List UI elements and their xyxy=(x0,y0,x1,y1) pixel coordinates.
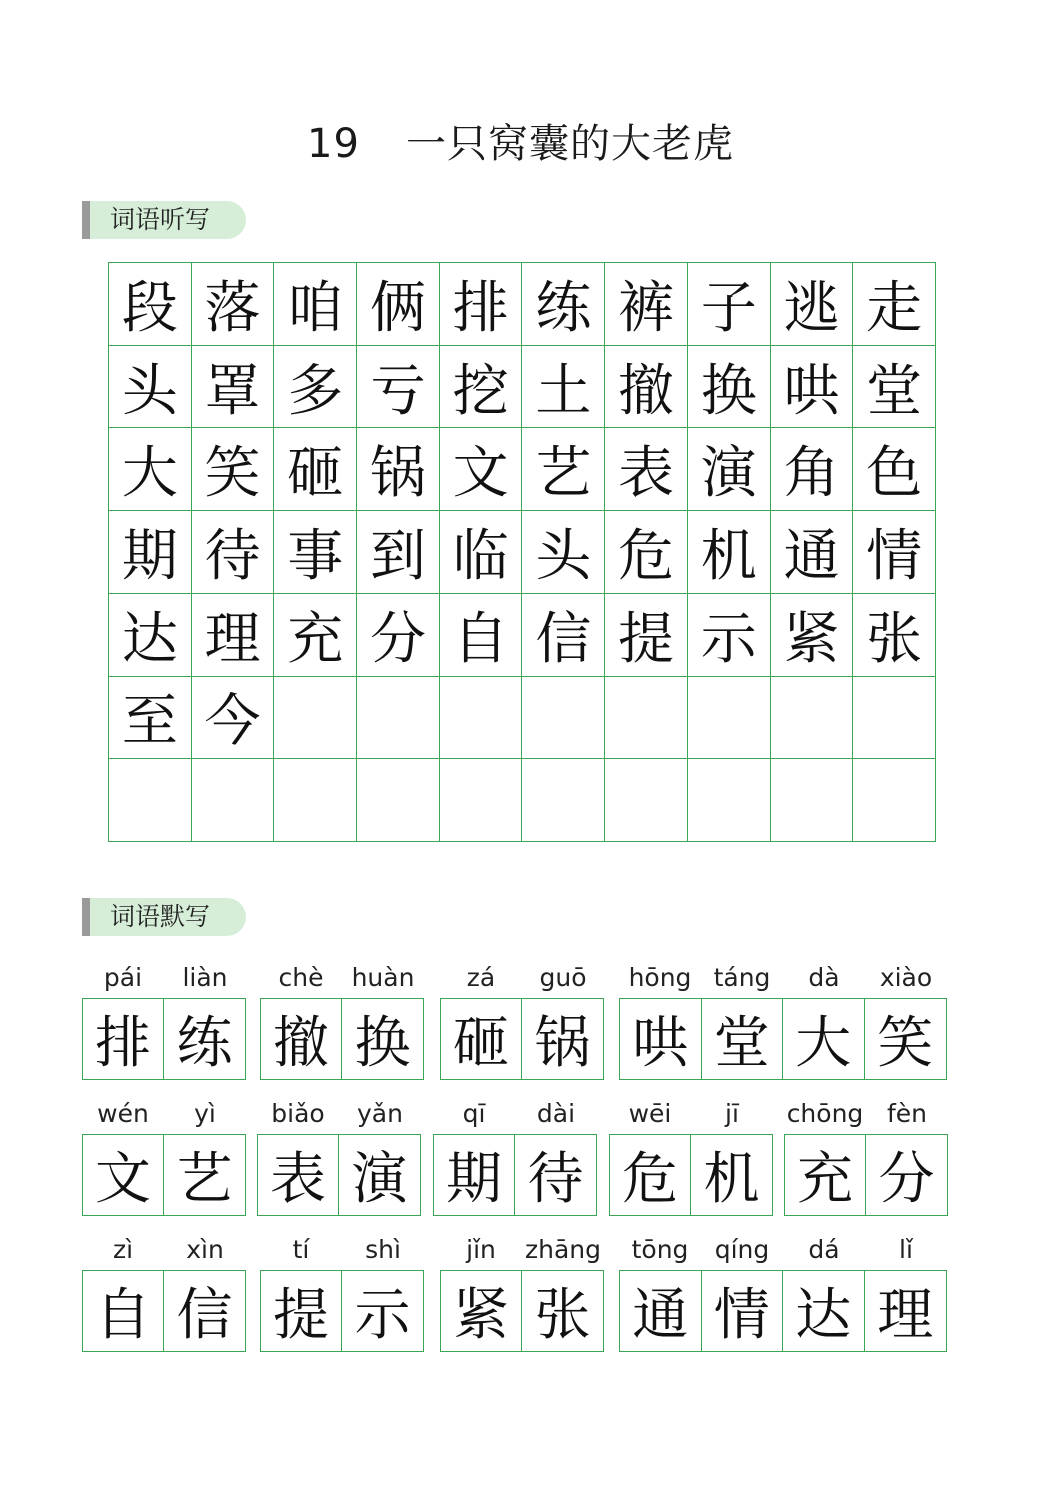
grid-cell: 通 xyxy=(771,511,854,594)
grid-cell: 段 xyxy=(109,263,192,346)
pinyin-line xyxy=(260,1232,424,1268)
pinyin: tí xyxy=(292,1235,310,1264)
character-cell: 表 xyxy=(258,1135,339,1215)
grid-cell: 哄 xyxy=(771,346,854,429)
grid-cell: 大 xyxy=(109,428,192,511)
grid-cell: 到 xyxy=(357,511,440,594)
pinyin: shì xyxy=(365,1235,401,1264)
grid-cell xyxy=(357,759,440,842)
pinyin: dà xyxy=(808,963,840,992)
pinyin: huàn xyxy=(351,963,415,992)
pinyin: tōng xyxy=(631,1235,689,1264)
character-box xyxy=(784,1134,948,1216)
pinyin: wén xyxy=(97,1099,149,1128)
pinyin: qī xyxy=(462,1099,486,1128)
pinyin-line xyxy=(440,1232,604,1268)
character-cell: 达 xyxy=(783,1271,865,1351)
character-cell: 文 xyxy=(83,1135,164,1215)
pinyin: táng xyxy=(713,963,771,992)
grid-cell: 逃 xyxy=(771,263,854,346)
grid-cell xyxy=(853,759,936,842)
pinyin: qíng xyxy=(714,1235,770,1264)
character-cell: 危 xyxy=(610,1135,691,1215)
character-cell: 排 xyxy=(83,999,164,1079)
grid-cell: 排 xyxy=(440,263,523,346)
grid-cell: 土 xyxy=(522,346,605,429)
grid-cell: 机 xyxy=(688,511,771,594)
grid-cell: 子 xyxy=(688,263,771,346)
grid-cell: 待 xyxy=(192,511,275,594)
grid-cell: 期 xyxy=(109,511,192,594)
pinyin: jī xyxy=(725,1099,739,1128)
character-cell: 艺 xyxy=(176,1147,233,1212)
grid-cell: 自 xyxy=(440,594,523,677)
pinyin-line xyxy=(82,1096,246,1132)
grid-cell: 理 xyxy=(192,594,275,677)
pinyin: zì xyxy=(112,1235,134,1264)
pinyin-line xyxy=(609,1096,773,1132)
pinyin: lǐ xyxy=(899,1235,913,1264)
grid-cell: 头 xyxy=(522,511,605,594)
grid-cell: 演 xyxy=(688,428,771,511)
pinyin: zá xyxy=(466,963,496,992)
grid-cell: 分 xyxy=(357,594,440,677)
grid-cell xyxy=(771,759,854,842)
grid-cell xyxy=(688,677,771,760)
grid-cell xyxy=(109,759,192,842)
grid-cell: 事 xyxy=(274,511,357,594)
grid-cell xyxy=(605,677,688,760)
grid-cell: 撤 xyxy=(605,346,688,429)
character-cell: 锅 xyxy=(534,1011,591,1076)
grid-cell xyxy=(605,759,688,842)
character-cell: 堂 xyxy=(702,999,784,1079)
character-cell: 充 xyxy=(785,1135,866,1215)
grid-cell: 情 xyxy=(853,511,936,594)
pinyin: chè xyxy=(278,963,324,992)
grid-cell: 咱 xyxy=(274,263,357,346)
pinyin: guō xyxy=(539,963,587,992)
grid-cell: 笑 xyxy=(192,428,275,511)
pinyin: yǎn xyxy=(357,1099,403,1128)
character-box xyxy=(257,1134,421,1216)
pinyin: jǐn xyxy=(466,1235,496,1264)
grid-cell: 锅 xyxy=(357,428,440,511)
grid-cell xyxy=(522,677,605,760)
character-box xyxy=(260,1270,424,1352)
dictation-row xyxy=(0,960,1041,1100)
grid-cell: 换 xyxy=(688,346,771,429)
pinyin: biǎo xyxy=(271,1099,325,1128)
pinyin: liàn xyxy=(182,963,228,992)
dictation-row xyxy=(0,1232,1041,1372)
grid-cell: 提 xyxy=(605,594,688,677)
pinyin: yì xyxy=(194,1099,216,1128)
grid-cell xyxy=(853,677,936,760)
character-box xyxy=(440,998,604,1080)
section-label-listen: 词语听写 xyxy=(82,201,246,239)
character-box xyxy=(433,1134,597,1216)
character-cell: 分 xyxy=(878,1147,935,1212)
pinyin: wēi xyxy=(628,1099,672,1128)
character-cell: 换 xyxy=(354,1011,411,1076)
grid-cell: 张 xyxy=(853,594,936,677)
pinyin: hōng xyxy=(628,963,692,992)
pinyin: chōng xyxy=(786,1099,864,1128)
character-cell: 笑 xyxy=(877,1011,934,1076)
character-box xyxy=(609,1134,773,1216)
grid-cell: 至 xyxy=(109,677,192,760)
grid-cell: 今 xyxy=(192,677,275,760)
pinyin-line xyxy=(82,1232,246,1268)
pinyin: xìn xyxy=(186,1235,224,1264)
pinyin-line xyxy=(257,1096,421,1132)
grid-cell xyxy=(771,677,854,760)
grid-cell: 临 xyxy=(440,511,523,594)
character-cell: 撤 xyxy=(261,999,342,1079)
pinyin-line xyxy=(433,1096,597,1132)
character-cell: 练 xyxy=(176,1011,233,1076)
grid-cell xyxy=(274,759,357,842)
pinyin: fèn xyxy=(886,1099,928,1128)
grid-cell xyxy=(688,759,771,842)
character-cell: 砸 xyxy=(441,999,522,1079)
character-cell: 演 xyxy=(351,1147,408,1212)
character-cell: 理 xyxy=(877,1283,934,1348)
listen-grid xyxy=(108,262,936,842)
character-cell: 提 xyxy=(261,1271,342,1351)
grid-cell: 角 xyxy=(771,428,854,511)
grid-cell: 信 xyxy=(522,594,605,677)
character-cell: 自 xyxy=(83,1271,164,1351)
grid-cell xyxy=(357,677,440,760)
grid-cell: 危 xyxy=(605,511,688,594)
grid-cell xyxy=(440,759,523,842)
grid-cell: 表 xyxy=(605,428,688,511)
grid-cell: 色 xyxy=(853,428,936,511)
pinyin: xiào xyxy=(879,963,933,992)
grid-cell: 示 xyxy=(688,594,771,677)
grid-cell: 亏 xyxy=(357,346,440,429)
pinyin: pái xyxy=(103,963,143,992)
character-box xyxy=(82,1134,246,1216)
character-cell: 期 xyxy=(434,1135,515,1215)
grid-cell: 多 xyxy=(274,346,357,429)
grid-cell: 罩 xyxy=(192,346,275,429)
grid-cell xyxy=(274,677,357,760)
character-cell: 紧 xyxy=(441,1271,522,1351)
grid-cell: 文 xyxy=(440,428,523,511)
character-box xyxy=(619,1270,947,1352)
pinyin-line xyxy=(784,1096,948,1132)
character-cell: 通 xyxy=(620,1271,702,1351)
grid-cell: 走 xyxy=(853,263,936,346)
section-label-dictation: 词语默写 xyxy=(82,898,246,936)
pinyin-line xyxy=(440,960,604,996)
grid-cell: 充 xyxy=(274,594,357,677)
page-title xyxy=(0,112,1041,169)
pinyin: dài xyxy=(536,1099,576,1128)
character-cell: 张 xyxy=(534,1283,591,1348)
pinyin-line xyxy=(260,960,424,996)
character-cell: 哄 xyxy=(620,999,702,1079)
character-cell: 情 xyxy=(702,1271,784,1351)
pinyin: zhāng xyxy=(524,1235,601,1264)
grid-cell: 艺 xyxy=(522,428,605,511)
character-box xyxy=(82,1270,246,1352)
character-box xyxy=(260,998,424,1080)
character-cell: 待 xyxy=(527,1147,584,1212)
pinyin-line xyxy=(619,960,947,996)
character-box xyxy=(619,998,947,1080)
grid-cell xyxy=(192,759,275,842)
character-box xyxy=(82,998,246,1080)
grid-cell: 落 xyxy=(192,263,275,346)
dictation-row xyxy=(0,1096,1041,1236)
character-cell: 大 xyxy=(783,999,865,1079)
grid-cell: 俩 xyxy=(357,263,440,346)
grid-cell: 堂 xyxy=(853,346,936,429)
character-cell: 信 xyxy=(176,1283,233,1348)
character-cell: 示 xyxy=(354,1283,411,1348)
pinyin: dá xyxy=(808,1235,840,1264)
grid-cell xyxy=(440,677,523,760)
grid-cell xyxy=(522,759,605,842)
grid-cell: 练 xyxy=(522,263,605,346)
character-box xyxy=(440,1270,604,1352)
lesson-number: 19 xyxy=(307,121,360,167)
grid-cell: 挖 xyxy=(440,346,523,429)
grid-cell: 裤 xyxy=(605,263,688,346)
lesson-title: 一只窝囊的大老虎 xyxy=(405,121,734,167)
grid-cell: 紧 xyxy=(771,594,854,677)
pinyin-line xyxy=(82,960,246,996)
grid-cell: 达 xyxy=(109,594,192,677)
grid-cell: 头 xyxy=(109,346,192,429)
pinyin-line xyxy=(619,1232,947,1268)
character-cell: 机 xyxy=(703,1147,760,1212)
grid-cell: 砸 xyxy=(274,428,357,511)
